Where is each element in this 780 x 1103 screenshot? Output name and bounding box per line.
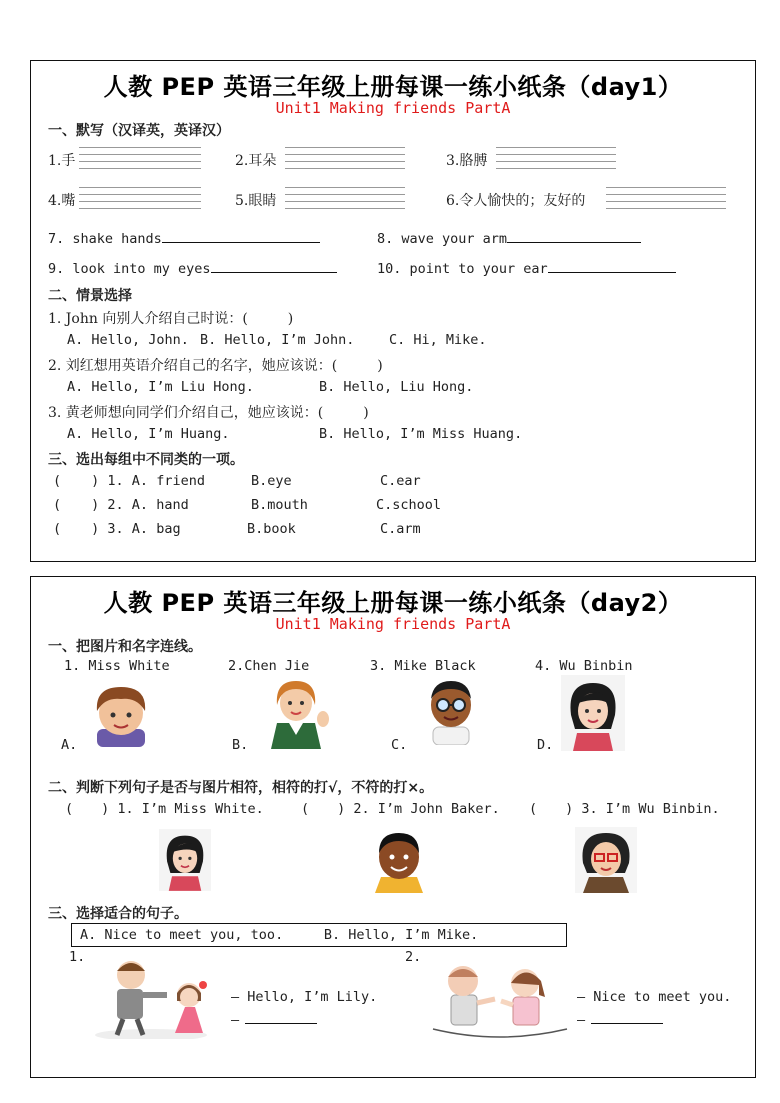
portrait-boy-brown-hair[interactable]: [87, 681, 155, 747]
portrait-woman-glasses: [575, 827, 637, 893]
worksheet-day2: [30, 576, 756, 1078]
writing-lines[interactable]: [285, 181, 405, 209]
option: B.eye: [251, 473, 292, 489]
worksheet-day1: [30, 60, 756, 562]
portrait-girl-black-hair[interactable]: [561, 675, 625, 751]
answer-blank[interactable]: [245, 1009, 317, 1024]
page-title: 人教 PEP 英语三年级上册每课一练小纸条（day1）: [103, 73, 683, 101]
section-heading: 三、选出每组中不同类的一项。: [48, 452, 244, 468]
illustration-two-kids-greeting: [427, 955, 573, 1039]
option: B. Hello, I’m Miss Huang.: [319, 426, 523, 442]
dictation-item: 1.手: [48, 153, 76, 169]
options-box: [71, 923, 567, 947]
phrase-item: 7. shake hands: [48, 228, 320, 247]
option: C.arm: [380, 521, 421, 537]
name-label: 3. Mike Black: [370, 658, 476, 674]
writing-lines[interactable]: [79, 181, 201, 209]
section-heading: 三、选择适合的句子。: [48, 906, 188, 922]
section-heading: 二、情景选择: [48, 288, 132, 304]
name-label: 1. Miss White: [64, 658, 170, 674]
dictation-item: 5.眼睛: [235, 193, 277, 209]
option: B.book: [247, 521, 296, 537]
picture-letter: A.: [61, 737, 78, 753]
answer-blank[interactable]: [548, 258, 676, 273]
portrait-girl-black-hair: [159, 827, 211, 893]
choice-row: ( ) 2. A. hand: [53, 497, 189, 513]
dialogue-line: — Nice to meet you.: [577, 989, 732, 1005]
section-heading: 一、默写（汉译英，英译汉）: [48, 123, 230, 139]
question-text: 3. 黄老师想向同学们介绍自己，她应该说：( ): [48, 405, 369, 421]
dictation-item: 2.耳朵: [235, 153, 277, 169]
options-text: A. Nice to meet you, too. B. Hello, I’m Mike.: [80, 927, 479, 943]
option: B. Hello, Liu Hong.: [319, 379, 474, 395]
answer-blank[interactable]: [591, 1009, 663, 1024]
answer-line: —: [231, 1009, 317, 1028]
option: B.mouth: [251, 497, 308, 513]
question-text: 2. 刘红想用英语介绍自己的名字，她应该说：( ): [48, 358, 383, 374]
picture-letter: D.: [537, 737, 554, 753]
name-label: 4. Wu Binbin: [535, 658, 633, 674]
answer-blank[interactable]: [211, 258, 337, 273]
picture-letter: C.: [391, 737, 408, 753]
option: C. Hi, Mike.: [389, 332, 487, 348]
dictation-item: 6.令人愉快的；友好的: [446, 193, 586, 209]
section-heading: 一、把图片和名字连线。: [48, 639, 202, 655]
option: C.school: [376, 497, 442, 513]
phrase-item: 8. wave your arm: [377, 228, 641, 247]
option: A. Hello, I’m Huang.: [67, 426, 230, 442]
choice-row: ( ) 1. A. friend: [53, 473, 205, 489]
question-number: 2.: [405, 949, 422, 965]
judge-item: ( ) 3. I’m Wu Binbin.: [529, 801, 720, 817]
answer-blank[interactable]: [162, 228, 320, 243]
phrase-item: 10. point to your ear: [377, 258, 676, 277]
writing-lines[interactable]: [606, 181, 726, 209]
portrait-boy-glasses[interactable]: [421, 675, 481, 745]
answer-line: —: [577, 1009, 663, 1028]
name-label: 2.Chen Jie: [228, 658, 310, 674]
phrase-item: 9. look into my eyes: [48, 258, 337, 277]
illustration-boy-and-girl: [91, 955, 221, 1039]
option: B. Hello, I’m John.: [200, 332, 355, 348]
writing-lines[interactable]: [496, 141, 616, 169]
option: C.ear: [380, 473, 421, 489]
portrait-woman-waving[interactable]: [263, 675, 329, 749]
writing-lines[interactable]: [79, 141, 201, 169]
page-title: 人教 PEP 英语三年级上册每课一练小纸条（day2）: [103, 589, 683, 617]
portrait-boy-dark-skin: [369, 827, 429, 893]
judge-item: ( ) 1. I’m Miss White.: [65, 801, 264, 817]
unit-subtitle: Unit1 Making friends PartA: [275, 615, 511, 633]
unit-subtitle: Unit1 Making friends PartA: [275, 99, 511, 117]
option: A. Hello, John.: [67, 332, 189, 348]
dictation-item: 3.胳膊: [446, 153, 488, 169]
option: A. Hello, I’m Liu Hong.: [67, 379, 254, 395]
question-number: 1.: [69, 949, 86, 965]
answer-blank[interactable]: [507, 228, 641, 243]
section-heading: 二、判断下列句子是否与图片相符，相符的打√，不符的打×。: [48, 780, 434, 796]
dictation-item: 4.嘴: [48, 193, 76, 209]
dialogue-line: — Hello, I’m Lily.: [231, 989, 378, 1005]
judge-item: ( ) 2. I’m John Baker.: [301, 801, 500, 817]
picture-letter: B.: [232, 737, 249, 753]
choice-row: ( ) 3. A. bag: [53, 521, 181, 537]
question-text: 1. John 向别人介绍自己时说：( ): [48, 311, 294, 327]
writing-lines[interactable]: [285, 141, 405, 169]
